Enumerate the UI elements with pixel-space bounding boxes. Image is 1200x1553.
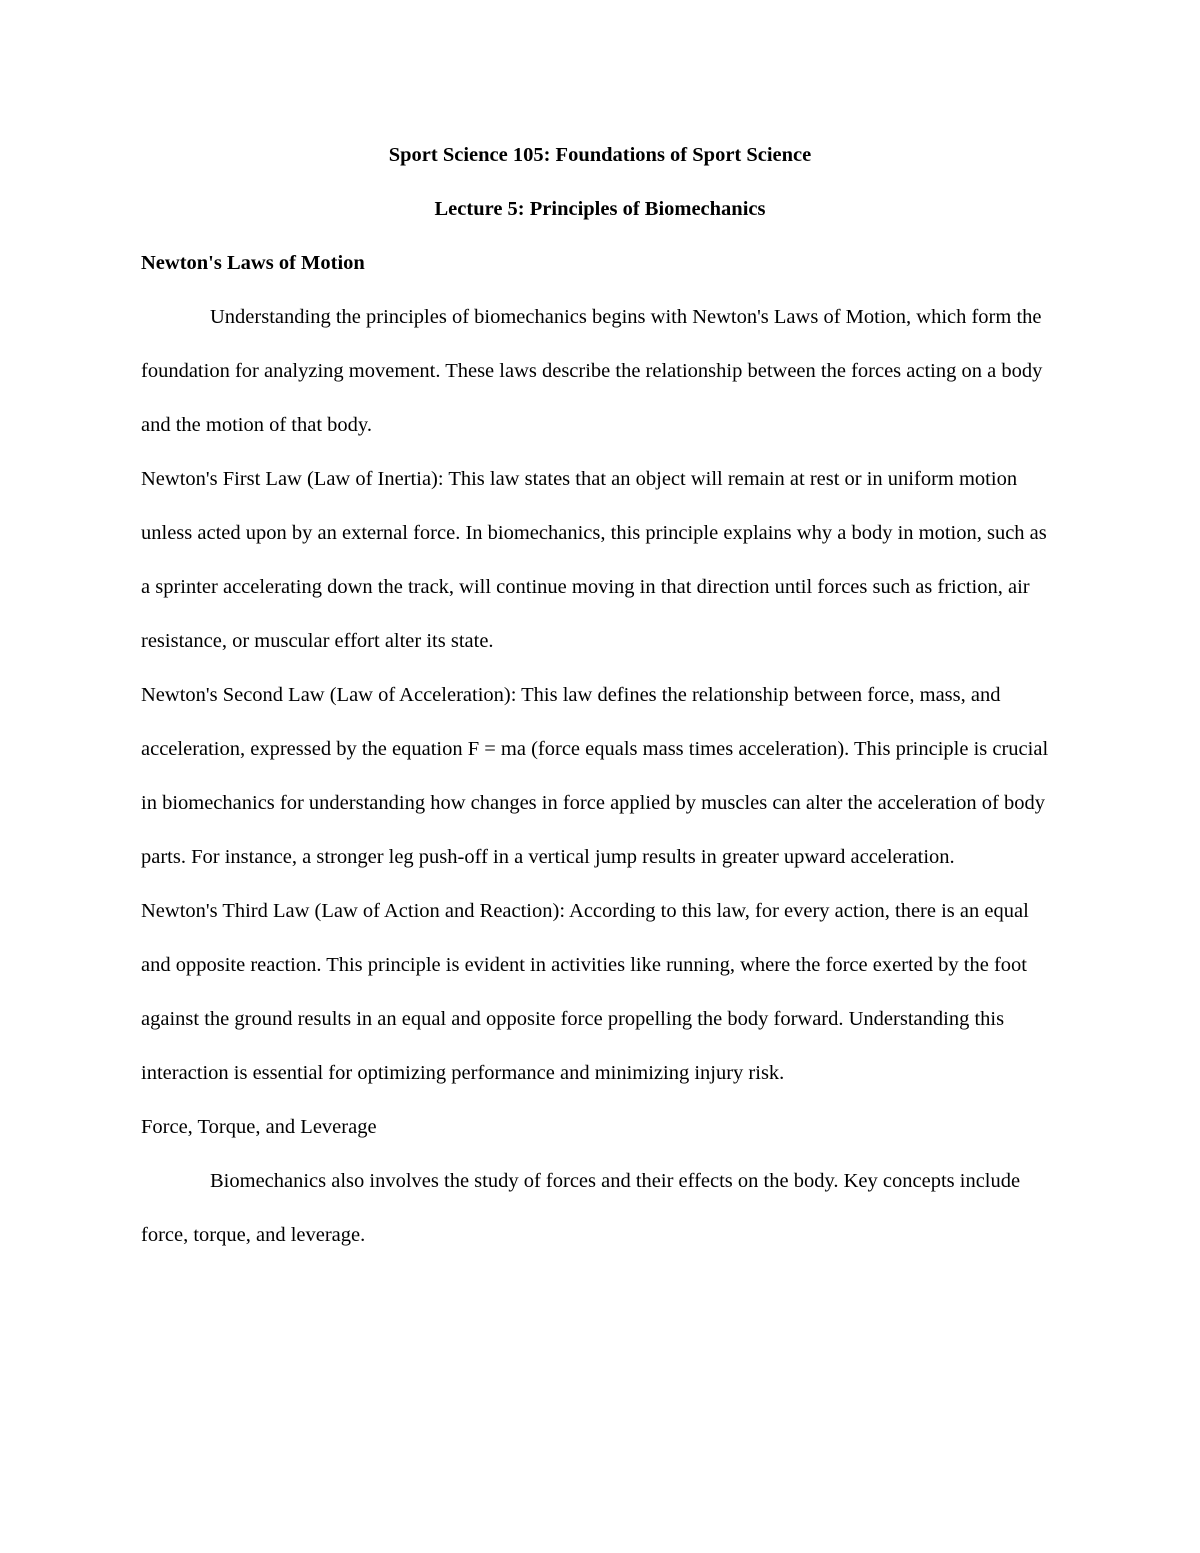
- second-law-paragraph: Newton's Second Law (Law of Acceleration): This law defines the relationship between force, mass, and acceleration, expressed by the equation F = ma (force equals mass times acceleration). This principle is crucial in biomechanics for understanding how changes in force applied by muscles can alter the acceleration of body parts. For instance, a stronger leg push-off in a vertical jump results in greater upward acceleration.: [141, 684, 1049, 868]
- document-body: [141, 128, 1059, 1262]
- section-heading-force-torque-leverage: Force, Torque, and Leverage: [141, 1116, 377, 1138]
- force-section-intro-paragraph: Biomechanics also involves the study of forces and their effects on the body. Key concepts include force, torque, and leverage.: [141, 1170, 1021, 1246]
- lecture-title: Lecture 5: Principles of Biomechanics: [434, 198, 766, 220]
- first-law-paragraph: Newton's First Law (Law of Inertia): This law states that an object will remain at rest or in uniform motion unless acted upon by an external force. In biomechanics, this principle explains why a body in motion, such as a sprinter accelerating down the track, will continue moving in that direction until forces such as friction, air resistance, or muscular effort alter its state.: [141, 468, 1047, 652]
- section-heading-newtons-laws: Newton's Laws of Motion: [141, 252, 365, 274]
- course-title: Sport Science 105: Foundations of Sport Science: [388, 144, 812, 166]
- third-law-paragraph: Newton's Third Law (Law of Action and Reaction): According to this law, for every action, there is an equal and opposite reaction. This principle is evident in activities like running, where the force exerted by the foot against the ground results in an equal and opposite force propelling the body forward. Understanding this interaction is essential for optimizing performance and minimizing injury risk.: [141, 900, 1029, 1084]
- section-intro-paragraph: Understanding the principles of biomechanics begins with Newton's Laws of Motion, which form the foundation for analyzing movement. These laws describe the relationship between the forces acting on a body and the motion of that body.: [141, 306, 1043, 436]
